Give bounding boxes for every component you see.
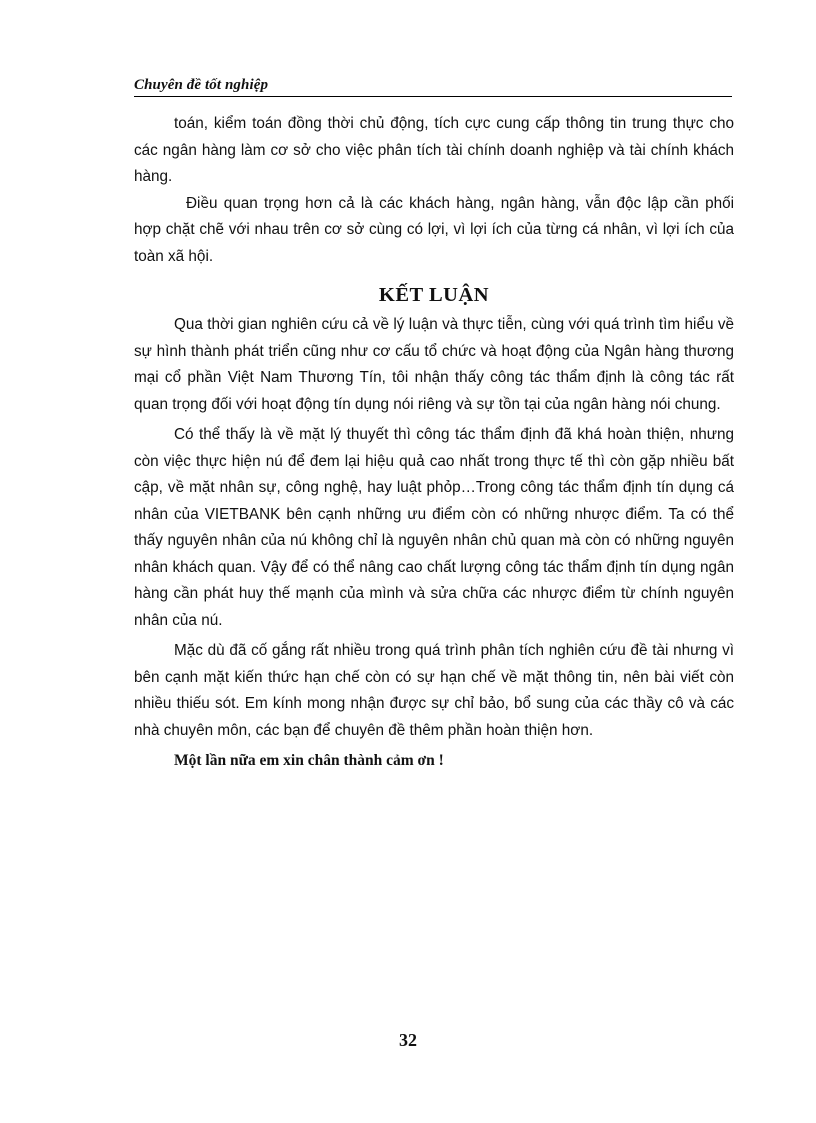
paragraph-cooperation: Điều quan trọng hơn cả là các khách hàng, ngân hàng, vẫn độc lập cần phối hợp chặt chẽ với nhau trên cơ sở cùng có lợi, vì lợi ích của từng cá nhân, vì lợi ích của toàn xã hội.: [134, 194, 734, 265]
conclusion-paragraph-2: Có thể thấy là về mặt lý thuyết thì công tác thẩm định đã khá hoàn thiện, nhưng còn việc thực hiện nú để đem lại hiệu quả cao nhất trong thực tế thì còn gặp nhiều bất cập, về mặt nhân sự, công nghệ, hay luật phỏp…Trong công tác thẩm định tín dụng cá nhân của VIETBANK bên cạnh những ưu điểm còn có những nhược điểm. Ta có thể thấy nguyên nhân của nú không chỉ là nguyên nhân chủ quan mà còn có những nguyên nhân khách quan. Vậy để có thể nâng cao chất lượng công tác thẩm định tín dụng ngân hàng cần phát huy thế mạnh của mình và sửa chữa các nhược điểm từ chính nguyên nhân của nú.: [134, 426, 734, 629]
page-header: [134, 76, 732, 97]
paragraph-continuation: toán, kiểm toán đồng thời chủ động, tích cực cung cấp thông tin trung thực cho các ngân hàng làm cơ sở cho việc phân tích tài chính doanh nghiệp và tài chính khách hàng.: [134, 115, 734, 185]
conclusion-paragraph-1: Qua thời gian nghiên cứu cả về lý luận và thực tiễn, cùng với quá trình tìm hiểu về sự hình thành phát triển cũng như cơ cấu tổ chức và hoạt động của Ngân hàng thương mại cổ phần Việt Nam Thương Tín, tôi nhận thấy công tác thẩm định là công tác rất quan trọng đối với hoạt động tín dụng nói riêng và sự tồn tại của ngân hàng nói chung.: [134, 316, 734, 413]
header-title: Chuyên đề tốt nghiệp: [134, 77, 269, 93]
thanks-line: Một lần nữa em xin chân thành cảm ơn !: [174, 752, 444, 769]
conclusion-heading: KẾT LUẬN: [378, 284, 490, 306]
conclusion-paragraph-3: Mặc dù đã cố gắng rất nhiều trong quá trình phân tích nghiên cứu đề tài nhưng vì bên cạnh mặt kiến thức hạn chế còn có sự hạn chế về mặt thông tin, nên bài viết còn nhiều thiếu sót. Em kính mong nhận được sự chỉ bảo, bổ sung của các thầy cô và các nhà chuyên môn, các bạn để chuyên đề thêm phần hoàn thiện hơn.: [134, 642, 734, 739]
page-number: 32: [399, 1030, 417, 1050]
document-body: [134, 111, 734, 775]
